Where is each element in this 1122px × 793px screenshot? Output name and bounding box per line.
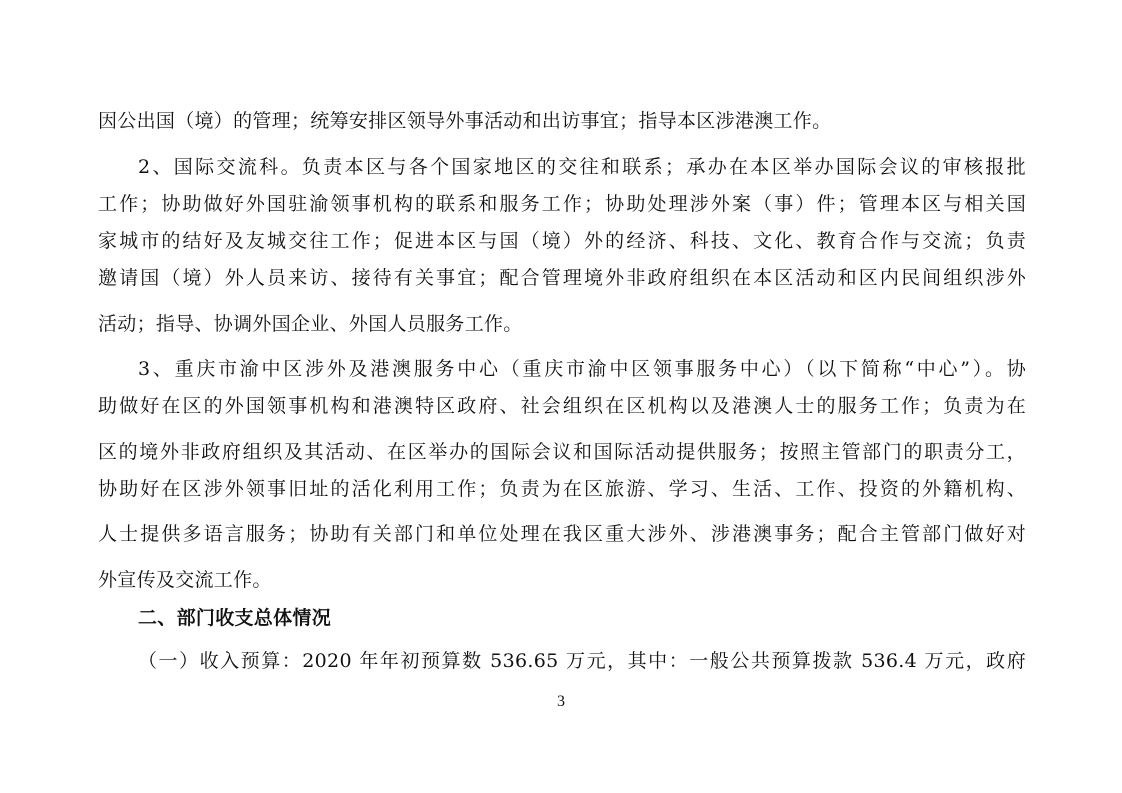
section-3-line-1: 3、重庆市渝中区涉外及港澳服务中心（重庆市渝中区领事服务中心）（以下简称“中心”）。协 [138, 358, 1026, 380]
section-3-line-6: 外宣传及交流工作。 [98, 569, 272, 591]
section-3-line-5: 人士提供多语言服务；协助有关部门和单位处理在我区重大涉外、涉港澳事务；配合主管部门做好对 [98, 523, 1026, 545]
section-2-line-4: 邀请国（境）外人员来访、接待有关事宜；配合管理境外非政府组织在本区活动和区内民间组织涉外 [98, 267, 1026, 289]
section-2-line-2: 工作；协助做好外国驻渝领事机构的联系和服务工作；协助处理涉外案（事）件；管理本区与相关国 [98, 193, 1026, 215]
section-3-line-4: 协助好在区涉外领事旧址的活化利用工作；负责为在区旅游、学习、生活、工作、投资的外籍机构、 [98, 478, 1026, 500]
section-2-line-3: 家城市的结好及友城交往工作；促进本区与国（境）外的经济、科技、文化、教育合作与交流；负责 [98, 230, 1026, 252]
section-3-line-3: 区的境外非政府组织及其活动、在区举办的国际会议和国际活动提供服务；按照主管部门的职责分工， [98, 441, 1026, 463]
income-budget-line: （一）收入预算：2020 年年初预算数 536.65 万元，其中：一般公共预算拨款 536.4 万元，政府 [138, 650, 1026, 672]
section-2-line-1: 2、国际交流科。负责本区与各个国家地区的交往和联系；承办在本区举办国际会议的审核报批 [138, 156, 1026, 178]
page-number: 3 [557, 693, 565, 710]
section-heading: 二、部门收支总体情况 [138, 607, 332, 629]
section-2-line-5: 活动；指导、协调外国企业、外国人员服务工作。 [98, 313, 523, 335]
section-3-line-2: 助做好在区的外国领事机构和港澳特区政府、社会组织在区机构以及港澳人士的服务工作；负责为在 [98, 395, 1026, 417]
paragraph-continuation: 因公出国（境）的管理；统筹安排区领导外事活动和出访事宜；指导本区涉港澳工作。 [98, 110, 832, 132]
